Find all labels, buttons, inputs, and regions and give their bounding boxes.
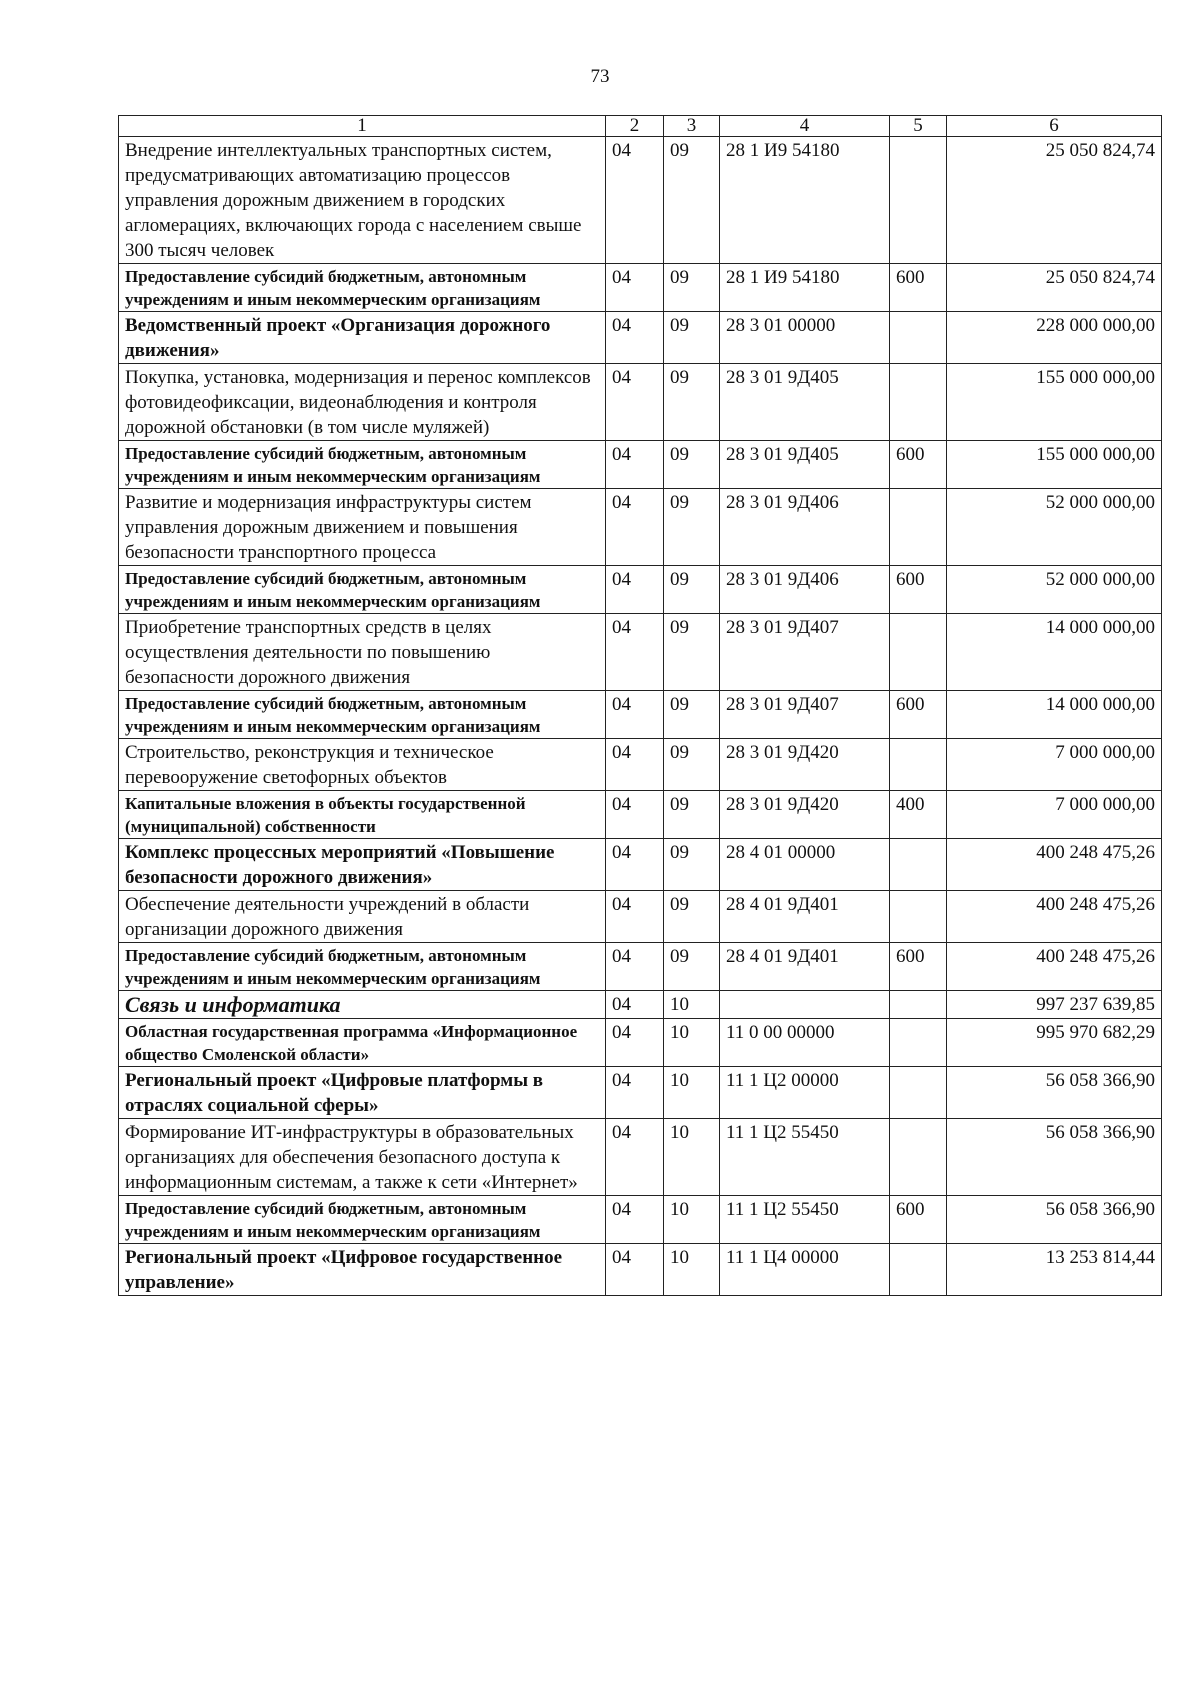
section-code-cell: 04 — [606, 791, 664, 839]
column-header-6: 6 — [947, 116, 1162, 137]
amount-cell: 155 000 000,00 — [947, 364, 1162, 441]
subsection-code-cell: 09 — [664, 264, 720, 312]
item-name-cell: Комплекс процессных мероприятий «Повышение безопасности дорожного движения» — [119, 839, 606, 891]
item-name-cell: Предоставление субсидий бюджетным, автономным учреждениям и иным некоммерческим организациям — [119, 943, 606, 991]
table-row — [119, 489, 1162, 566]
amount-cell: 14 000 000,00 — [947, 691, 1162, 739]
subsection-code-cell: 09 — [664, 312, 720, 364]
expense-type-cell — [890, 137, 947, 264]
table-row — [119, 614, 1162, 691]
section-code-cell: 04 — [606, 991, 664, 1019]
section-code-cell: 04 — [606, 137, 664, 264]
expense-type-cell: 600 — [890, 566, 947, 614]
table-row — [119, 739, 1162, 791]
expense-type-cell — [890, 991, 947, 1019]
section-code-cell: 04 — [606, 839, 664, 891]
table-row — [119, 839, 1162, 891]
expense-type-cell — [890, 891, 947, 943]
item-name-cell: Предоставление субсидий бюджетным, автономным учреждениям и иным некоммерческим организациям — [119, 264, 606, 312]
amount-cell: 7 000 000,00 — [947, 791, 1162, 839]
section-code-cell: 04 — [606, 1067, 664, 1119]
target-article-cell: 28 4 01 9Д401 — [720, 943, 890, 991]
amount-cell: 997 237 639,85 — [947, 991, 1162, 1019]
section-code-cell: 04 — [606, 1244, 664, 1296]
table-row — [119, 364, 1162, 441]
subsection-code-cell: 09 — [664, 943, 720, 991]
target-article-cell: 11 0 00 00000 — [720, 1019, 890, 1067]
target-article-cell: 28 1 И9 54180 — [720, 137, 890, 264]
table-row — [119, 264, 1162, 312]
item-name-cell: Региональный проект «Цифровое государственное управление» — [119, 1244, 606, 1296]
section-code-cell: 04 — [606, 614, 664, 691]
subsection-code-cell: 10 — [664, 1244, 720, 1296]
expense-type-cell — [890, 614, 947, 691]
subsection-code-cell: 09 — [664, 791, 720, 839]
section-code-cell: 04 — [606, 566, 664, 614]
section-code-cell: 04 — [606, 264, 664, 312]
subsection-code-cell: 09 — [664, 364, 720, 441]
section-code-cell: 04 — [606, 489, 664, 566]
target-article-cell: 11 1 Ц2 55450 — [720, 1196, 890, 1244]
section-code-cell: 04 — [606, 891, 664, 943]
table-row — [119, 943, 1162, 991]
subsection-code-cell: 10 — [664, 1019, 720, 1067]
item-name-cell: Капитальные вложения в объекты государственной (муниципальной) собственности — [119, 791, 606, 839]
section-code-cell: 04 — [606, 1019, 664, 1067]
section-code-cell: 04 — [606, 1196, 664, 1244]
section-code-cell: 04 — [606, 943, 664, 991]
table-row — [119, 441, 1162, 489]
target-article-cell: 28 4 01 9Д401 — [720, 891, 890, 943]
item-name-cell: Предоставление субсидий бюджетным, автономным учреждениям и иным некоммерческим организациям — [119, 691, 606, 739]
item-name-cell: Предоставление субсидий бюджетным, автономным учреждениям и иным некоммерческим организациям — [119, 1196, 606, 1244]
expense-type-cell: 400 — [890, 791, 947, 839]
target-article-cell: 28 1 И9 54180 — [720, 264, 890, 312]
amount-cell: 52 000 000,00 — [947, 566, 1162, 614]
amount-cell: 400 248 475,26 — [947, 943, 1162, 991]
amount-cell: 400 248 475,26 — [947, 891, 1162, 943]
item-name-cell: Внедрение интеллектуальных транспортных систем, предусматривающих автоматизацию процессов управления дорожным движением в городских агломерациях, включающих города с населением свыше 300 тысяч человек — [119, 137, 606, 264]
table-row — [119, 312, 1162, 364]
subsection-code-cell: 10 — [664, 1196, 720, 1244]
table-row — [119, 566, 1162, 614]
item-name-cell: Обеспечение деятельности учреждений в области организации дорожного движения — [119, 891, 606, 943]
expense-type-cell — [890, 839, 947, 891]
page-number: 73 — [590, 66, 610, 87]
expense-type-cell — [890, 1119, 947, 1196]
expense-type-cell — [890, 739, 947, 791]
subsection-code-cell: 09 — [664, 566, 720, 614]
subsection-code-cell: 09 — [664, 691, 720, 739]
table-row — [119, 1244, 1162, 1296]
item-name-cell: Региональный проект «Цифровые платформы в отраслях социальной сферы» — [119, 1067, 606, 1119]
column-header-2: 2 — [606, 116, 664, 137]
subsection-code-cell: 09 — [664, 489, 720, 566]
expense-type-cell: 600 — [890, 691, 947, 739]
expense-type-cell: 600 — [890, 264, 947, 312]
table-row — [119, 1196, 1162, 1244]
expense-type-cell — [890, 1244, 947, 1296]
section-code-cell: 04 — [606, 364, 664, 441]
amount-cell: 228 000 000,00 — [947, 312, 1162, 364]
expense-type-cell — [890, 1067, 947, 1119]
amount-cell: 56 058 366,90 — [947, 1119, 1162, 1196]
item-name-cell: Приобретение транспортных средств в целях осуществления деятельности по повышению безопасности дорожного движения — [119, 614, 606, 691]
target-article-cell — [720, 991, 890, 1019]
target-article-cell: 11 1 Ц4 00000 — [720, 1244, 890, 1296]
target-article-cell: 11 1 Ц2 55450 — [720, 1119, 890, 1196]
amount-cell: 52 000 000,00 — [947, 489, 1162, 566]
item-name-cell: Строительство, реконструкция и техническое перевооружение светофорных объектов — [119, 739, 606, 791]
item-name-cell: Предоставление субсидий бюджетным, автономным учреждениям и иным некоммерческим организациям — [119, 566, 606, 614]
column-header-5: 5 — [890, 116, 947, 137]
table-row — [119, 137, 1162, 264]
target-article-cell: 28 3 01 9Д406 — [720, 489, 890, 566]
expense-type-cell — [890, 364, 947, 441]
subsection-code-cell: 09 — [664, 739, 720, 791]
item-name-cell: Предоставление субсидий бюджетным, автономным учреждениям и иным некоммерческим организациям — [119, 441, 606, 489]
section-code-cell: 04 — [606, 312, 664, 364]
table-row — [119, 1119, 1162, 1196]
expense-type-cell: 600 — [890, 943, 947, 991]
target-article-cell: 28 3 01 9Д405 — [720, 364, 890, 441]
table-row — [119, 991, 1162, 1019]
amount-cell: 400 248 475,26 — [947, 839, 1162, 891]
amount-cell: 7 000 000,00 — [947, 739, 1162, 791]
amount-cell: 56 058 366,90 — [947, 1196, 1162, 1244]
expense-type-cell — [890, 312, 947, 364]
column-header-4: 4 — [720, 116, 890, 137]
amount-cell: 25 050 824,74 — [947, 137, 1162, 264]
item-name-cell: Покупка, установка, модернизация и перенос комплексов фотовидеофиксации, видеонаблюдения и контроля дорожной обстановки (в том числе муляжей) — [119, 364, 606, 441]
item-name-cell: Областная государственная программа «Информационное общество Смоленской области» — [119, 1019, 606, 1067]
header-row — [119, 116, 1162, 137]
subsection-code-cell: 10 — [664, 1119, 720, 1196]
amount-cell: 995 970 682,29 — [947, 1019, 1162, 1067]
subsection-code-cell: 09 — [664, 137, 720, 264]
expense-type-cell — [890, 1019, 947, 1067]
subsection-code-cell: 09 — [664, 839, 720, 891]
section-code-cell: 04 — [606, 1119, 664, 1196]
subsection-code-cell: 10 — [664, 1067, 720, 1119]
expense-type-cell — [890, 489, 947, 566]
target-article-cell: 28 3 01 9Д407 — [720, 691, 890, 739]
table-row — [119, 891, 1162, 943]
budget-table — [118, 115, 1162, 1296]
target-article-cell: 28 3 01 9Д407 — [720, 614, 890, 691]
item-name-cell: Ведомственный проект «Организация дорожного движения» — [119, 312, 606, 364]
section-code-cell: 04 — [606, 691, 664, 739]
target-article-cell: 28 3 01 9Д420 — [720, 791, 890, 839]
item-name-cell: Формирование ИТ-инфраструктуры в образовательных организациях для обеспечения безопасного доступа к информационным системам, а также к сети «Интернет» — [119, 1119, 606, 1196]
item-name-cell: Развитие и модернизация инфраструктуры систем управления дорожным движением и повышения безопасности транспортного процесса — [119, 489, 606, 566]
target-article-cell: 28 4 01 00000 — [720, 839, 890, 891]
table-row — [119, 1067, 1162, 1119]
item-name-cell: Связь и информатика — [119, 991, 606, 1019]
subsection-code-cell: 09 — [664, 441, 720, 489]
amount-cell: 14 000 000,00 — [947, 614, 1162, 691]
subsection-code-cell: 09 — [664, 614, 720, 691]
amount-cell: 25 050 824,74 — [947, 264, 1162, 312]
column-header-1: 1 — [119, 116, 606, 137]
expense-type-cell: 600 — [890, 441, 947, 489]
subsection-code-cell: 09 — [664, 891, 720, 943]
target-article-cell: 28 3 01 9Д420 — [720, 739, 890, 791]
table-row — [119, 691, 1162, 739]
table-row — [119, 1019, 1162, 1067]
subsection-code-cell: 10 — [664, 991, 720, 1019]
target-article-cell: 28 3 01 9Д405 — [720, 441, 890, 489]
table-row — [119, 791, 1162, 839]
expense-type-cell: 600 — [890, 1196, 947, 1244]
target-article-cell: 28 3 01 00000 — [720, 312, 890, 364]
target-article-cell: 28 3 01 9Д406 — [720, 566, 890, 614]
amount-cell: 56 058 366,90 — [947, 1067, 1162, 1119]
section-code-cell: 04 — [606, 739, 664, 791]
amount-cell: 155 000 000,00 — [947, 441, 1162, 489]
target-article-cell: 11 1 Ц2 00000 — [720, 1067, 890, 1119]
table-header — [119, 116, 1162, 137]
section-code-cell: 04 — [606, 441, 664, 489]
amount-cell: 13 253 814,44 — [947, 1244, 1162, 1296]
column-header-3: 3 — [664, 116, 720, 137]
table-body — [119, 137, 1162, 1296]
